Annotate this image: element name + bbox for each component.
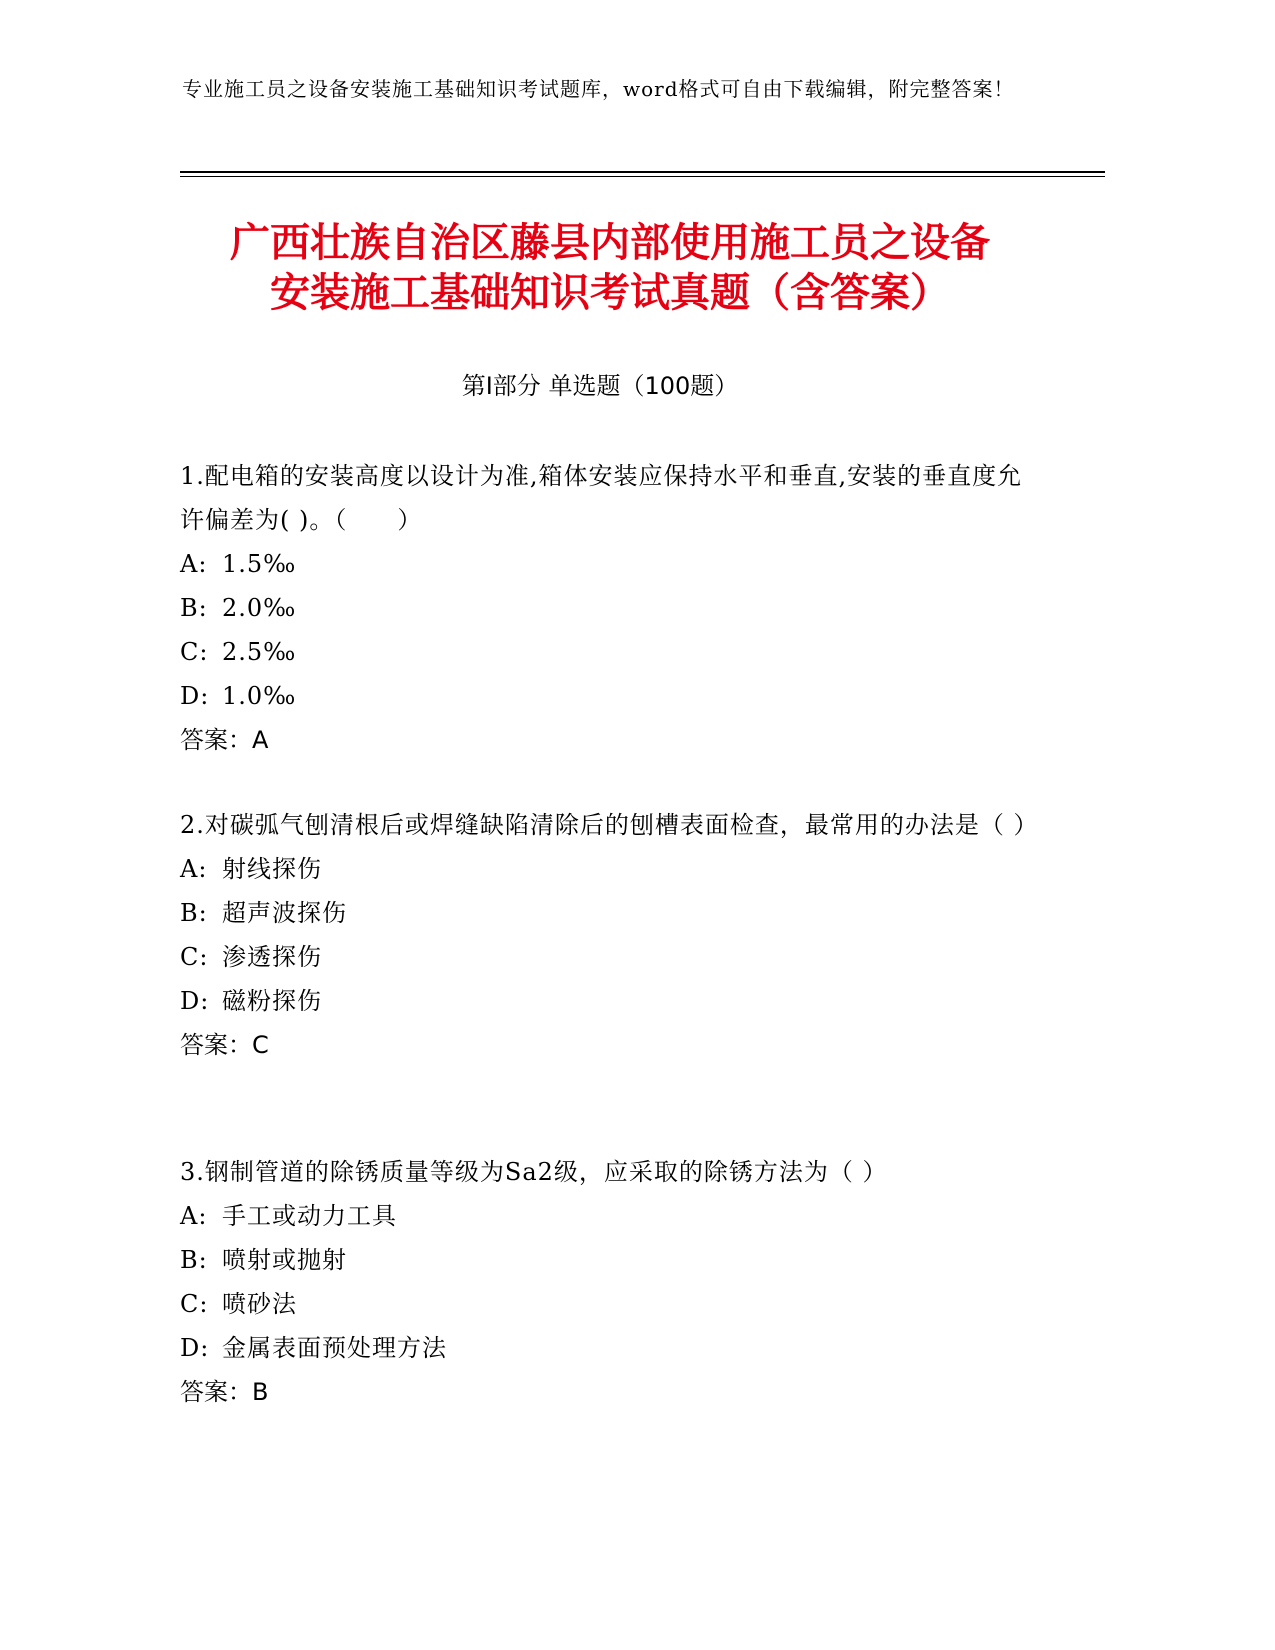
option-key: A: [180, 550, 208, 578]
question-2 [180, 803, 1040, 1067]
question-text: 2.对碳弧气刨清根后或焊缝缺陷清除后的刨槽表面检查，最常用的办法是（ ） [180, 811, 1039, 839]
question-3 [180, 1150, 1040, 1414]
document-title-line-2: 安装施工基础知识考试真题（含答案） [270, 270, 950, 316]
option-value: 手工或动力工具 [222, 1202, 397, 1230]
option-value: 1.0‰ [222, 682, 297, 710]
header-note: 专业施工员之设备安装施工基础知识考试题库，word格式可自由下载编辑，附完整答案！ [182, 77, 1015, 101]
option-value: 2.5‰ [222, 638, 297, 666]
option-d [180, 979, 1040, 1023]
option-d [180, 1326, 1040, 1370]
option-value: 渗透探伤 [222, 943, 322, 971]
option-key: D: [180, 1334, 210, 1362]
answer: 答案：B [180, 1378, 269, 1406]
option-key: D: [180, 682, 210, 710]
question-1 [180, 454, 1040, 762]
option-b [180, 891, 1040, 935]
option-a [180, 847, 1040, 891]
header-divider-thick [180, 171, 1105, 173]
option-a [180, 1194, 1040, 1238]
option-value: 喷射或抛射 [222, 1246, 347, 1274]
option-value: 2.0‰ [222, 594, 297, 622]
section-title: 第Ⅰ部分 单选题（100题） [461, 372, 739, 400]
answer: 答案：A [180, 726, 269, 754]
option-key: C: [180, 1290, 209, 1318]
option-value: 1.5‰ [222, 550, 297, 578]
option-key: D: [180, 987, 210, 1015]
option-value: 超声波探伤 [222, 899, 347, 927]
option-a [180, 542, 1040, 586]
document-title-line-1: 广西壮族自治区藤县内部使用施工员之设备 [230, 220, 990, 266]
option-value: 磁粉探伤 [222, 987, 322, 1015]
header-divider-thin [180, 176, 1105, 177]
option-value: 喷砂法 [222, 1290, 297, 1318]
option-key: B: [180, 899, 208, 927]
option-c [180, 935, 1040, 979]
option-b [180, 586, 1040, 630]
document-title [160, 218, 1060, 318]
option-c [180, 1282, 1040, 1326]
option-key: B: [180, 594, 208, 622]
option-key: C: [180, 943, 209, 971]
option-b [180, 1238, 1040, 1282]
option-value: 金属表面预处理方法 [222, 1334, 447, 1362]
option-key: A: [180, 1202, 208, 1230]
option-value: 射线探伤 [222, 855, 322, 883]
option-c [180, 630, 1040, 674]
option-key: B: [180, 1246, 208, 1274]
answer: 答案：C [180, 1031, 269, 1059]
question-text: 1.配电箱的安装高度以设计为准,箱体安装应保持水平和垂直,安装的垂直度允许偏差为( )。（ ） [180, 462, 1023, 534]
option-key: C: [180, 638, 209, 666]
question-text: 3.钢制管道的除锈质量等级为Sa2级，应采取的除锈方法为（ ） [180, 1158, 888, 1186]
option-d [180, 674, 1040, 718]
option-key: A: [180, 855, 208, 883]
